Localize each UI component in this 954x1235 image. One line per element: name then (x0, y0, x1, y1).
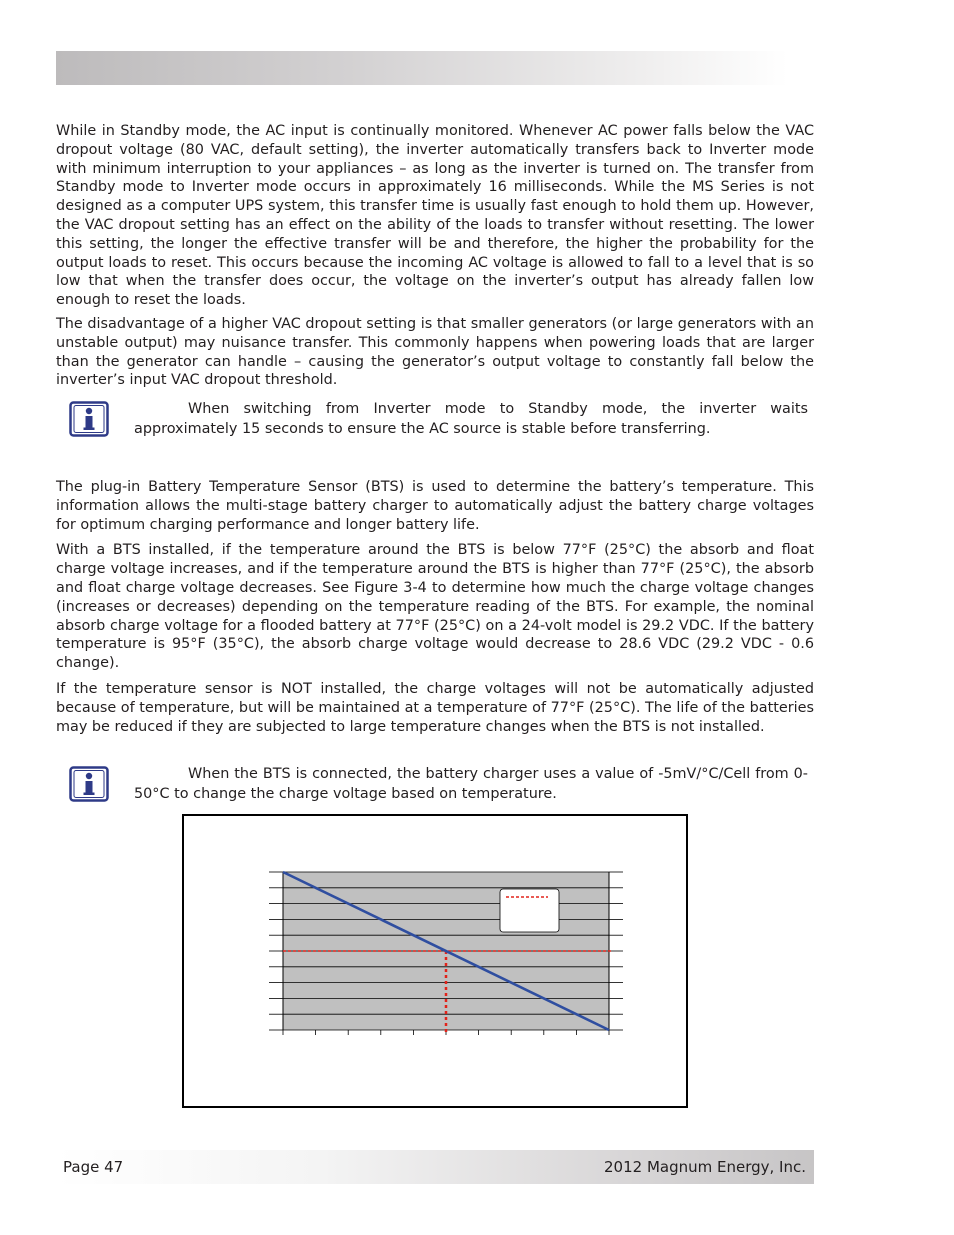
copyright: 2012 Magnum Energy, Inc. (604, 1158, 806, 1176)
note-standby-transfer: When switching from Inverter mode to Standby mode, the inverter waits approximately 15 seconds to ensure the AC source is stable before transferring. (134, 401, 808, 437)
bts-paragraph-2: With a BTS installed, if the temperature around the BTS is below 77°F (25°C) the absorb and float charge voltage increases, and if the temperature around the BTS is higher than 77°F (25°C), the absorb and float charge voltage decreases. See Figure 3-4 to determine how much the charge voltage changes (increases or decreases) depending on the temperature reading of the BTS. For example, the nominal absorb charge voltage for a flooded battery at 77°F (25°C) on a 24-volt model is 29.2 VDC. If the battery temperature is 95°F (35°C), the absorb charge voltage would decrease to 28.6 VDC (29.2 VDC - 0.6 change). (56, 542, 814, 672)
header-bar (56, 51, 788, 85)
standby-section (56, 122, 814, 390)
standby-paragraph-1: While in Standby mode, the AC input is continually monitored. Whenever AC power falls below the VAC dropout voltage (80 VAC, default setting), the inverter automatically transfers back to Inverter mode with minimum interruption to your appliances – as long as the inverter is turned on. The transfer from Standby mode to Inverter mode occurs in approximately 16 milliseconds. While the MS Series is not designed as a computer UPS system, this transfer time is usually fast enough to hold them up. However, the VAC dropout setting has an effect on the ability of the loads to transfer without resetting. The lower this setting, the longer the effective transfer will be and therefore, the higher the probability for the output loads to reset. This occurs because the incoming AC voltage is allowed to fall to a level that is so low that when the transfer does occur, the voltage on the inverter’s output has already fallen low enough to reset the loads. (56, 123, 814, 309)
chart-frame (182, 814, 688, 1108)
legend (500, 889, 559, 932)
note-bts-compensation: When the BTS is connected, the battery charger uses a value of -5mV/°C/Cell from 0-50°C to change the charge voltage based on temperature. (134, 766, 808, 802)
temperature-compensation-chart (184, 816, 686, 1106)
info-icon (69, 401, 109, 437)
legend-box (500, 889, 559, 932)
info-icon (69, 766, 109, 802)
bts-section (56, 478, 814, 736)
bts-paragraph-3: If the temperature sensor is NOT installed, the charge voltages will not be automatically adjusted because of temperature, but will be maintained at a temperature of 77°F (25°C). The life of the batteries may be reduced if they are subjected to large temperature changes when the BTS is not installed. (56, 680, 814, 735)
page-number: Page 47 (63, 1158, 124, 1176)
bts-paragraph-1: The plug-in Battery Temperature Sensor (BTS) is used to determine the battery’s temperature. This information allows the multi-stage battery charger to automatically adjust the battery charge voltages for optimum charging performance and longer battery life. (56, 479, 814, 533)
standby-paragraph-2: The disadvantage of a higher VAC dropout setting is that smaller generators (or large generators with an unstable output) may nuisance transfer. This commonly happens when powering loads that are larger than the generator can handle – causing the generator’s output voltage to constantly fall below the inverter’s input VAC dropout threshold. (56, 315, 814, 389)
